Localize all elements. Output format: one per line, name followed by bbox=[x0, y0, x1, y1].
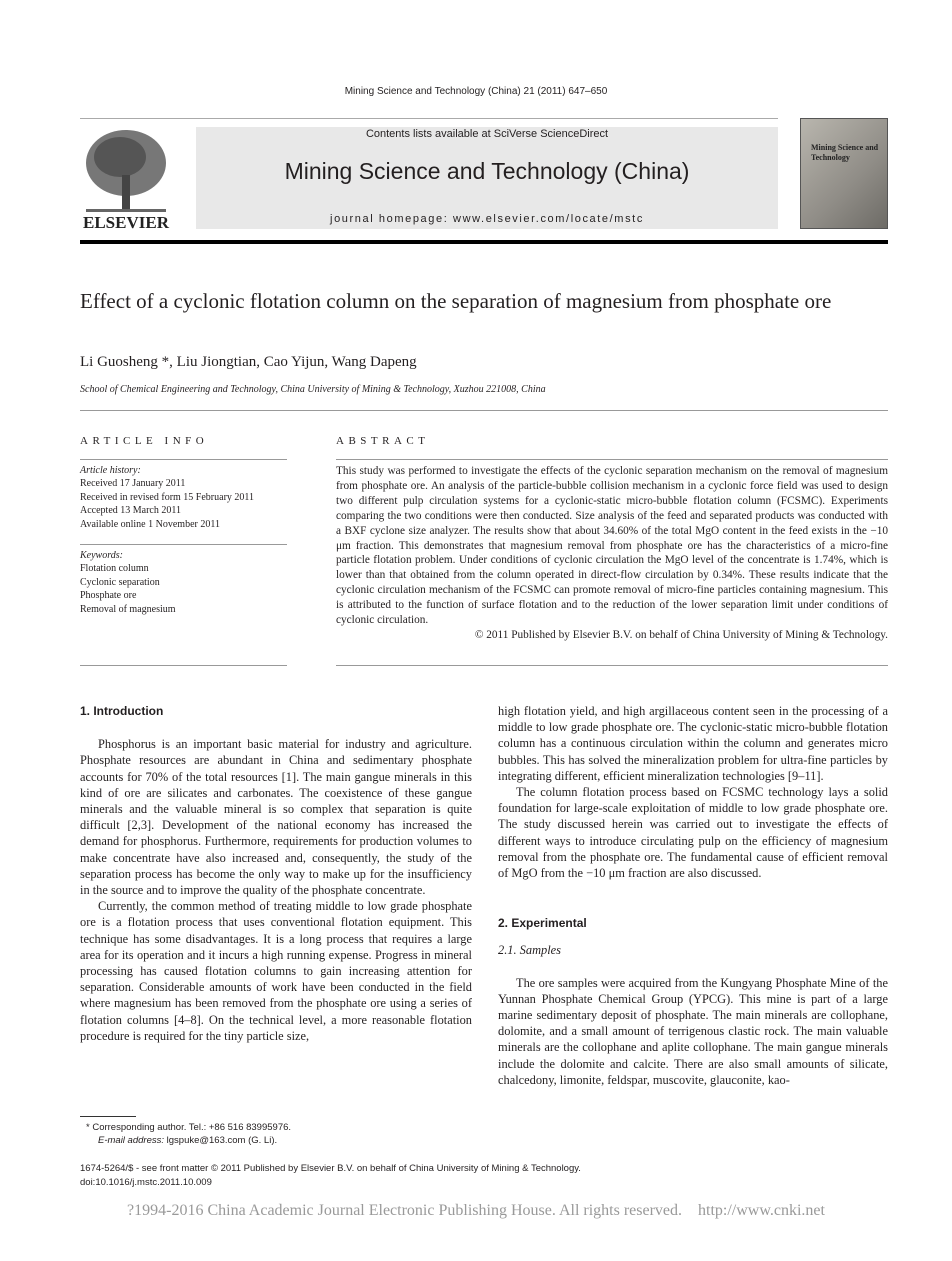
footnote-corresponding: * Corresponding author. Tel.: +86 516 83995976. bbox=[86, 1122, 292, 1133]
abstract-text: This study was performed to investigate the effects of the cyclonic separation mechanism on the removal of magnesium from phosphate ore. An analysis of the particle-bubble collision mechanism in a cyclonic force field was used to design two different pulp circulation systems for a cyclonic-static micro-bubble flotation column (FCSMC). Experiments comparing the two conditions were then conducted. Size analysis of the feed and separated products was conducted with a BXF cyclone size analyzer. The results show that about 34.60% of the total MgO content in the feed exists in the −10 μm fraction. This demonstrates that magnesium removal from phosphate ore has the characteristics of a micro-fine particle flotation problem. Under conditions of cyclonic circulation the MgO level of the concentrate is 1.74%, which is lower than that obtained from the column operated in direct-flow circulation by 0.34%. These results indicate that the cyclonic circulation mechanism of the FCSMC can promote removal of micro-fine particles containing magnesium. This is attributed to the function of surface flotation and to the reduction of the lower separation limit under conditions of cyclonic circulation. bbox=[336, 465, 888, 627]
keyword: Phosphate ore bbox=[80, 590, 137, 602]
paragraph: Phosphorus is an important basic material for industry and agriculture. Phosphate resources are abundant in China and sedimentary phosphate accounts for 70% of the total resources [1]. The main gangue minerals in this kind of ore are silicates and carbonates. The coexistence of these gangue minerals and the valuable mineral is so complex that separation is quite difficult [2,3]. Development of the national economy has increased the demand for phosphorus. Furthermore, requirements for production volumes to make concentrate have also increased and, consequently, the study of the separation process has become the only way to make up for the insufficiency in the source and to improve the quality of the phosphate concentrate. bbox=[80, 737, 472, 898]
keywords-label: Keywords: bbox=[80, 550, 123, 561]
keyword: Flotation column bbox=[80, 563, 149, 575]
contents-line: Contents lists available at SciVerse ScienceDirect bbox=[365, 128, 609, 140]
authors: Li Guosheng *, Liu Jiongtian, Cao Yijun, Wang Dapeng bbox=[80, 354, 417, 370]
left-column bbox=[80, 703, 472, 1044]
svg-text:ELSEVIER: ELSEVIER bbox=[83, 213, 169, 231]
watermark: ?1994-2016 China Academic Journal Electronic Publishing House. All rights reserved. http://www.cnki.net bbox=[127, 1202, 825, 1219]
divider bbox=[80, 544, 287, 545]
keyword: Removal of magnesium bbox=[80, 603, 176, 615]
abstract-copyright: © 2011 Published by Elsevier B.V. on behalf of China University of Mining & Technology. bbox=[474, 628, 888, 641]
running-head: Mining Science and Technology (China) 21 (2011) 647–650 bbox=[344, 86, 608, 97]
footnote-rule bbox=[80, 1116, 136, 1117]
history-item: Received in revised form 15 February 2011 bbox=[80, 491, 255, 503]
front-matter: 1674-5264/$ - see front matter © 2011 Published by Elsevier B.V. on behalf of China University of Mining & Technology. bbox=[80, 1163, 581, 1174]
section-heading: 2. Experimental bbox=[498, 916, 587, 931]
header-thick-rule bbox=[80, 240, 888, 244]
article-title: Effect of a cyclonic flotation column on the separation of magnesium from phosphate ore bbox=[80, 289, 832, 313]
keywords bbox=[80, 549, 290, 616]
affiliation: School of Chemical Engineering and Technology, China University of Mining & Technology, Xuzhou 221008, China bbox=[80, 384, 546, 395]
paragraph: high flotation yield, and high argillaceous content seen in the processing of a middle to low grade phosphate ore. The cyclonic-static micro-bubble flotation column has a continuous circulation within the column and generates micro bubbles. This has solved the mineralization problem for ultra-fine particles by integrating different, efficient mineralization technologies [9–11]. bbox=[498, 704, 888, 783]
divider bbox=[336, 459, 888, 460]
divider bbox=[80, 665, 287, 666]
divider bbox=[80, 459, 287, 460]
doi[interactable]: doi:10.1016/j.mstc.2011.10.009 bbox=[80, 1176, 212, 1188]
history-label: Article history: bbox=[80, 465, 141, 476]
subsection-heading: 2.1. Samples bbox=[498, 943, 561, 958]
divider bbox=[80, 410, 888, 411]
elsevier-logo bbox=[80, 125, 172, 231]
page-footer bbox=[80, 1162, 581, 1189]
paragraph: Currently, the common method of treating middle to low grade phosphate ore is a flotation process that uses conventional flotation equipment. This technique has some disadvantages. It is a long process that requires a large area for its operation and it incurs a high running expense. Progress in mineral processing has caused flotation columns to gain increasing attention for separation. Considerable amounts of work have been conducted in the field where magnesium has been removed from the phosphate ore using a series of flotation columns [4–8]. On the technical level, a more reasonable flotation procedure is required for the tiny particle size, bbox=[80, 899, 472, 1043]
footnote bbox=[86, 1121, 291, 1148]
article-info-heading: ARTICLE INFO bbox=[80, 435, 209, 447]
abstract bbox=[336, 464, 888, 643]
paragraph: The ore samples were acquired from the Kungyang Phosphate Mine of the Yunnan Phosphate Chemical Group (YPCG). This mine is part of a large marine sedimentary deposit of phosphate. The main minerals are collophane, dolomite, and a small amount of terrigenous clastic rock. The main valuable minerals are the collophane and aplite collophane. The main gangue minerals include the dolomite and calcite. There are also small amounts of silicate, chalcedony, limonite, feldspar, muscovite, glauconite, kao- bbox=[498, 975, 888, 1087]
abstract-heading: ABSTRACT bbox=[336, 435, 430, 447]
cover-title: Mining Science and Technology bbox=[811, 143, 879, 162]
history-item: Accepted 13 March 2011 bbox=[80, 505, 181, 517]
journal-homepage[interactable]: journal homepage: www.elsevier.com/locate/mstc bbox=[330, 213, 644, 225]
header-rule bbox=[80, 118, 778, 119]
journal-title: Mining Science and Technology (China) bbox=[284, 158, 690, 184]
email-label: E-mail address: bbox=[98, 1135, 164, 1147]
history-item: Received 17 January 2011 bbox=[80, 478, 186, 490]
article-history bbox=[80, 464, 290, 531]
elsevier-tree-icon bbox=[80, 125, 172, 231]
right-column bbox=[498, 703, 888, 1088]
history-item: Available online 1 November 2011 bbox=[80, 518, 220, 530]
journal-cover bbox=[800, 118, 888, 229]
divider bbox=[336, 665, 888, 666]
keyword: Cyclonic separation bbox=[80, 576, 160, 588]
email-link[interactable]: lgspuke@163.com (G. Li). bbox=[166, 1135, 278, 1147]
section-heading: 1. Introduction bbox=[80, 704, 164, 718]
paragraph: The column flotation process based on FCSMC technology lays a solid foundation for large-scale exploitation of middle to low grade phosphate ore. The study discussed herein was carried out to investigate the effects of different ways to introduce circulating pulp on the efficiency of magnesium removal from the phosphate ore. The fundamental cause of efficient removal of MgO from the −10 μm fraction are also discussed. bbox=[498, 785, 888, 881]
